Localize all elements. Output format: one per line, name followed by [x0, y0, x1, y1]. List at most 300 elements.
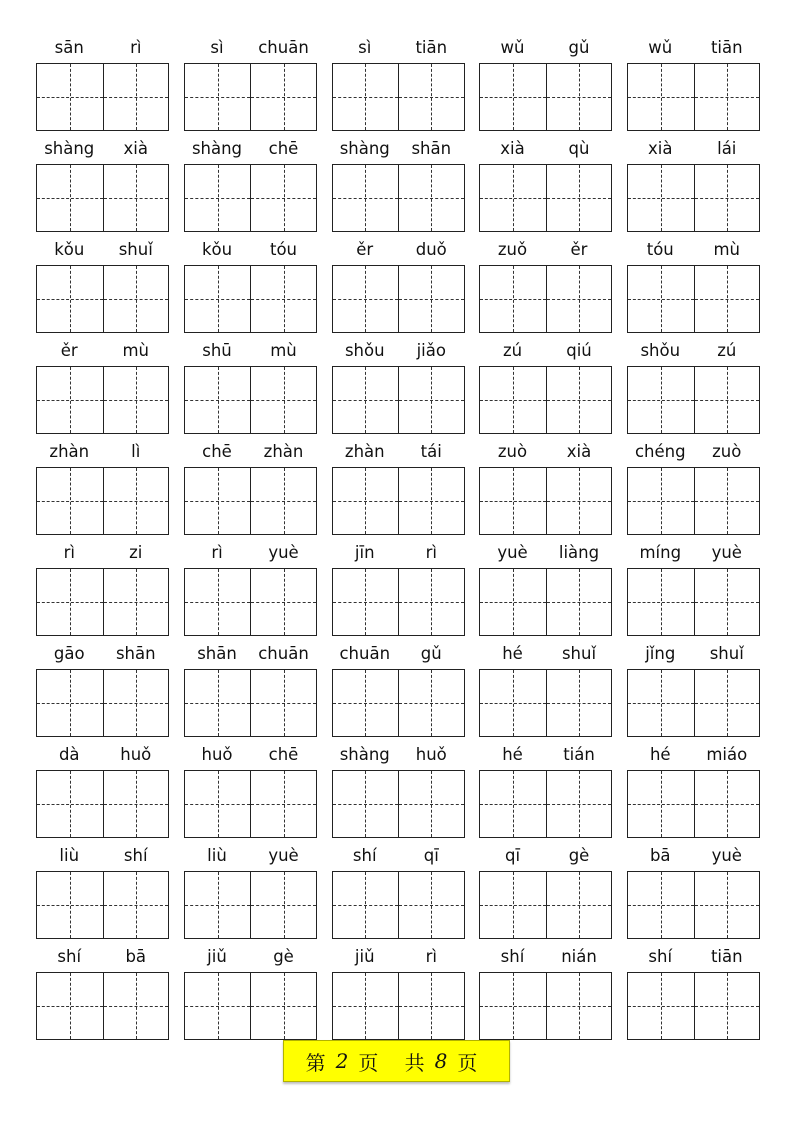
pinyin-label	[36, 739, 169, 770]
writing-grid	[332, 770, 465, 838]
writing-grid	[36, 871, 169, 939]
pinyin-label	[36, 133, 169, 164]
writing-cell	[398, 266, 464, 332]
word-block	[184, 638, 317, 739]
pinyin-label	[184, 234, 317, 265]
writing-grid	[184, 770, 317, 838]
pinyin-syllable: shuǐ	[118, 240, 153, 259]
word-block	[479, 335, 612, 436]
pinyin-syllable: shū	[202, 341, 232, 360]
pinyin-syllable: tiān	[710, 947, 743, 966]
writing-cell	[628, 872, 694, 938]
pinyin-syllable: ěr	[60, 341, 78, 360]
pinyin-syllable: yuè	[268, 543, 299, 562]
writing-grid	[627, 770, 760, 838]
pinyin-syllable: qiú	[566, 341, 592, 360]
writing-cell	[103, 266, 169, 332]
pinyin-syllable: shān	[115, 644, 156, 663]
pinyin-syllable: jīn	[354, 543, 375, 562]
pinyin-syllable: yuè	[711, 846, 742, 865]
writing-grid	[479, 265, 612, 333]
writing-grid	[184, 568, 317, 636]
pinyin-syllable: shí	[500, 947, 525, 966]
pinyin-syllable: zhàn	[263, 442, 304, 461]
writing-cell	[398, 670, 464, 736]
pinyin-syllable: jiǔ	[354, 947, 375, 966]
word-block	[184, 537, 317, 638]
writing-cell	[694, 973, 760, 1039]
writing-cell	[185, 569, 251, 635]
pinyin-syllable: chē	[202, 442, 232, 461]
writing-cell	[185, 670, 251, 736]
pinyin-syllable: duǒ	[415, 240, 447, 259]
pinyin-label	[479, 436, 612, 467]
pinyin-syllable: mù	[270, 341, 297, 360]
writing-grid	[36, 265, 169, 333]
writing-cell	[628, 165, 694, 231]
writing-grid	[479, 871, 612, 939]
writing-cell	[103, 468, 169, 534]
word-block	[36, 133, 169, 234]
word-block	[184, 133, 317, 234]
pinyin-label	[627, 133, 760, 164]
writing-cell	[398, 468, 464, 534]
word-block	[332, 537, 465, 638]
pinyin-syllable: wǔ	[648, 38, 673, 57]
pinyin-label	[36, 335, 169, 366]
pinyin-syllable: kǒu	[201, 240, 233, 259]
pinyin-syllable: sì	[358, 38, 372, 57]
word-block	[36, 436, 169, 537]
pinyin-syllable: rì	[425, 543, 437, 562]
pinyin-syllable: chē	[268, 139, 299, 158]
pinyin-label	[184, 335, 317, 366]
pinyin-syllable: shí	[648, 947, 673, 966]
pinyin-label	[479, 335, 612, 366]
writing-cell	[103, 872, 169, 938]
word-block	[184, 234, 317, 335]
writing-cell	[333, 872, 399, 938]
word-block	[332, 32, 465, 133]
pinyin-syllable: sān	[54, 38, 84, 57]
pinyin-syllable: shàng	[339, 745, 390, 764]
writing-cell	[103, 165, 169, 231]
pinyin-syllable: liù	[59, 846, 80, 865]
word-block	[36, 537, 169, 638]
writing-cell	[694, 165, 760, 231]
word-block	[627, 436, 760, 537]
writing-grid	[36, 467, 169, 535]
pinyin-label	[627, 234, 760, 265]
word-block	[627, 638, 760, 739]
writing-cell	[694, 872, 760, 938]
word-block	[627, 840, 760, 941]
word-block	[479, 537, 612, 638]
pinyin-syllable: xià	[500, 139, 525, 158]
writing-grid	[36, 568, 169, 636]
writing-cell	[628, 64, 694, 130]
pinyin-label	[627, 436, 760, 467]
pinyin-syllable: zú	[717, 341, 737, 360]
pinyin-label	[627, 32, 760, 63]
pinyin-syllable: xià	[123, 139, 148, 158]
pinyin-syllable: chuān	[339, 644, 391, 663]
word-block	[332, 335, 465, 436]
writing-cell	[480, 771, 546, 837]
writing-cell	[398, 569, 464, 635]
writing-cell	[398, 367, 464, 433]
writing-grid	[36, 669, 169, 737]
word-block	[479, 32, 612, 133]
pinyin-syllable: tóu	[646, 240, 674, 259]
writing-cell	[480, 973, 546, 1039]
pinyin-syllable: liù	[207, 846, 227, 865]
pinyin-syllable: gāo	[53, 644, 85, 663]
writing-cell	[185, 872, 251, 938]
writing-cell	[628, 771, 694, 837]
writing-cell	[480, 367, 546, 433]
pinyin-syllable: shǒu	[640, 341, 681, 360]
word-block	[479, 941, 612, 1042]
writing-grid	[479, 366, 612, 434]
word-block	[332, 234, 465, 335]
writing-cell	[546, 266, 612, 332]
writing-grid	[627, 467, 760, 535]
writing-cell	[185, 266, 251, 332]
pinyin-syllable: shí	[57, 947, 82, 966]
current-page: 2	[335, 1049, 359, 1073]
pinyin-syllable: shàng	[339, 139, 390, 158]
pinyin-syllable: shān	[411, 139, 452, 158]
word-block	[184, 941, 317, 1042]
pinyin-syllable: ěr	[570, 240, 588, 259]
word-block	[184, 436, 317, 537]
word-block	[36, 941, 169, 1042]
writing-cell	[185, 64, 251, 130]
writing-cell	[333, 266, 399, 332]
pinyin-label	[627, 335, 760, 366]
writing-cell	[694, 367, 760, 433]
pinyin-syllable: shuǐ	[561, 644, 597, 663]
writing-grid	[332, 972, 465, 1040]
pinyin-label	[184, 739, 317, 770]
pinyin-syllable: wǔ	[500, 38, 525, 57]
pinyin-label	[184, 840, 317, 871]
writing-cell	[480, 266, 546, 332]
writing-grid	[479, 669, 612, 737]
pinyin-syllable: zhàn	[49, 442, 90, 461]
writing-cell	[546, 569, 612, 635]
writing-grid	[184, 871, 317, 939]
writing-grid	[184, 366, 317, 434]
writing-cell	[37, 266, 103, 332]
writing-cell	[103, 973, 169, 1039]
writing-cell	[694, 266, 760, 332]
pinyin-syllable: tiān	[710, 38, 743, 57]
pinyin-syllable: zhàn	[344, 442, 385, 461]
writing-cell	[694, 64, 760, 130]
writing-cell	[333, 771, 399, 837]
pinyin-syllable: shàng	[44, 139, 95, 158]
pinyin-label	[479, 537, 612, 568]
pinyin-label	[627, 638, 760, 669]
writing-cell	[398, 771, 464, 837]
pinyin-label	[332, 537, 465, 568]
writing-grid	[627, 265, 760, 333]
pinyin-label	[627, 537, 760, 568]
pinyin-syllable: jǐng	[645, 644, 676, 663]
pinyin-label	[479, 941, 612, 972]
writing-cell	[480, 64, 546, 130]
word-block	[36, 840, 169, 941]
pinyin-syllable: chuān	[258, 38, 309, 57]
word-block	[184, 335, 317, 436]
writing-cell	[103, 771, 169, 837]
writing-grid	[184, 265, 317, 333]
word-block	[479, 133, 612, 234]
word-block	[184, 32, 317, 133]
pinyin-label	[332, 941, 465, 972]
writing-grid	[332, 568, 465, 636]
pinyin-label	[627, 941, 760, 972]
writing-cell	[185, 165, 251, 231]
writing-cell	[250, 670, 316, 736]
word-block	[479, 234, 612, 335]
pinyin-syllable: lái	[717, 139, 737, 158]
pinyin-syllable: yuè	[711, 543, 742, 562]
pinyin-label	[332, 739, 465, 770]
word-block	[479, 840, 612, 941]
pinyin-syllable: shǒu	[344, 341, 385, 360]
writing-cell	[628, 266, 694, 332]
pinyin-label	[184, 32, 317, 63]
writing-grid	[332, 467, 465, 535]
pinyin-syllable: qù	[568, 139, 590, 158]
pinyin-syllable: kǒu	[54, 240, 85, 259]
writing-cell	[398, 973, 464, 1039]
pinyin-syllable: miáo	[706, 745, 748, 764]
writing-cell	[37, 165, 103, 231]
pinyin-syllable: tái	[420, 442, 442, 461]
pinyin-label	[332, 234, 465, 265]
pinyin-syllable: zi	[129, 543, 143, 562]
writing-grid	[627, 972, 760, 1040]
total-pages: 8	[434, 1049, 458, 1073]
word-block	[627, 133, 760, 234]
pinyin-label	[184, 941, 317, 972]
pinyin-syllable: huǒ	[120, 745, 152, 764]
writing-cell	[250, 165, 316, 231]
writing-cell	[694, 771, 760, 837]
pinyin-syllable: rì	[211, 543, 223, 562]
pinyin-syllable: zuò	[712, 442, 742, 461]
pinyin-syllable: ěr	[356, 240, 374, 259]
pinyin-label	[184, 638, 317, 669]
pinyin-syllable: hé	[502, 745, 523, 764]
pinyin-syllable: bā	[649, 846, 671, 865]
writing-cell	[37, 569, 103, 635]
writing-cell	[37, 468, 103, 534]
writing-cell	[628, 367, 694, 433]
pinyin-syllable: zuǒ	[497, 240, 528, 259]
pinyin-label	[36, 234, 169, 265]
writing-cell	[628, 670, 694, 736]
pinyin-syllable: gè	[568, 846, 590, 865]
word-block	[36, 234, 169, 335]
pinyin-syllable: rì	[63, 543, 75, 562]
word-block	[332, 739, 465, 840]
pinyin-syllable: shí	[123, 846, 148, 865]
pinyin-syllable: zuò	[497, 442, 528, 461]
word-block	[36, 335, 169, 436]
writing-grid	[332, 669, 465, 737]
pinyin-label	[184, 133, 317, 164]
word-block	[332, 133, 465, 234]
writing-cell	[694, 670, 760, 736]
writing-grid	[36, 366, 169, 434]
writing-cell	[546, 872, 612, 938]
writing-cell	[37, 872, 103, 938]
pinyin-label	[332, 638, 465, 669]
writing-cell	[546, 165, 612, 231]
writing-cell	[398, 165, 464, 231]
writing-cell	[628, 569, 694, 635]
writing-cell	[250, 468, 316, 534]
word-block	[36, 32, 169, 133]
pinyin-syllable: chuān	[258, 644, 309, 663]
writing-cell	[103, 569, 169, 635]
page-indicator	[283, 1040, 510, 1082]
pinyin-syllable: yuè	[497, 543, 528, 562]
writing-grid	[184, 467, 317, 535]
writing-cell	[480, 670, 546, 736]
writing-grid	[332, 366, 465, 434]
pinyin-label	[332, 436, 465, 467]
pinyin-label	[36, 941, 169, 972]
pinyin-syllable: bā	[125, 947, 147, 966]
page-prefix: 第	[305, 1050, 336, 1075]
word-block	[479, 638, 612, 739]
pinyin-syllable: tiān	[415, 38, 448, 57]
pinyin-syllable: liàng	[558, 543, 600, 562]
writing-cell	[250, 367, 316, 433]
pinyin-syllable: xià	[566, 442, 592, 461]
pinyin-syllable: zú	[502, 341, 523, 360]
pinyin-syllable: mù	[122, 341, 150, 360]
pinyin-syllable: rì	[130, 38, 142, 57]
pinyin-syllable: qī	[423, 846, 439, 865]
writing-cell	[185, 973, 251, 1039]
writing-cell	[628, 973, 694, 1039]
pinyin-syllable: yuè	[268, 846, 299, 865]
writing-cell	[185, 367, 251, 433]
writing-cell	[37, 771, 103, 837]
pinyin-syllable: lì	[131, 442, 141, 461]
pinyin-syllable: gè	[273, 947, 294, 966]
pinyin-syllable: jiǔ	[207, 947, 227, 966]
writing-grid	[332, 164, 465, 232]
word-block	[184, 739, 317, 840]
pinyin-label	[332, 32, 465, 63]
writing-cell	[250, 64, 316, 130]
pinyin-syllable: mù	[713, 240, 741, 259]
pinyin-label	[184, 537, 317, 568]
pinyin-label	[36, 32, 169, 63]
writing-cell	[333, 670, 399, 736]
pinyin-syllable: gǔ	[568, 38, 590, 57]
word-block	[332, 638, 465, 739]
writing-cell	[185, 468, 251, 534]
pinyin-label	[332, 840, 465, 871]
writing-grid	[627, 568, 760, 636]
writing-cell	[480, 569, 546, 635]
word-block	[36, 638, 169, 739]
pinyin-syllable: shān	[197, 644, 237, 663]
pinyin-label	[479, 739, 612, 770]
writing-grid	[479, 568, 612, 636]
writing-grid	[36, 63, 169, 131]
word-block	[184, 840, 317, 941]
word-block	[332, 840, 465, 941]
word-block	[627, 234, 760, 335]
writing-grid	[36, 770, 169, 838]
writing-cell	[333, 64, 399, 130]
pinyin-syllable: dà	[58, 745, 80, 764]
pinyin-label	[479, 133, 612, 164]
writing-grid	[184, 63, 317, 131]
writing-cell	[37, 973, 103, 1039]
pinyin-syllable: jiǎo	[416, 341, 446, 360]
word-block	[332, 436, 465, 537]
pinyin-label	[479, 638, 612, 669]
pinyin-syllable: shuǐ	[709, 644, 744, 663]
writing-cell	[185, 771, 251, 837]
writing-cell	[546, 367, 612, 433]
writing-cell	[398, 64, 464, 130]
pinyin-label	[627, 739, 760, 770]
pinyin-syllable: hé	[649, 745, 671, 764]
pinyin-syllable: tóu	[269, 240, 298, 259]
writing-grid	[332, 871, 465, 939]
writing-grid	[184, 972, 317, 1040]
writing-grid	[184, 669, 317, 737]
writing-cell	[250, 266, 316, 332]
pinyin-syllable: huǒ	[201, 745, 233, 764]
pinyin-syllable: chē	[268, 745, 299, 764]
writing-cell	[546, 771, 612, 837]
pinyin-syllable: xià	[648, 139, 673, 158]
pinyin-label	[332, 133, 465, 164]
word-block	[627, 335, 760, 436]
writing-grid	[184, 164, 317, 232]
writing-cell	[103, 367, 169, 433]
word-block	[36, 739, 169, 840]
writing-grid	[479, 63, 612, 131]
pinyin-syllable: míng	[639, 543, 682, 562]
word-block	[479, 436, 612, 537]
pinyin-syllable: gǔ	[420, 644, 442, 663]
pinyin-label	[479, 32, 612, 63]
pinyin-syllable: shí	[352, 846, 377, 865]
pinyin-syllable: sì	[210, 38, 224, 57]
writing-cell	[398, 872, 464, 938]
writing-cell	[333, 973, 399, 1039]
pinyin-syllable: chéng	[634, 442, 686, 461]
pinyin-syllable: nián	[561, 947, 597, 966]
writing-grid	[332, 265, 465, 333]
writing-grid	[36, 972, 169, 1040]
writing-grid	[627, 164, 760, 232]
